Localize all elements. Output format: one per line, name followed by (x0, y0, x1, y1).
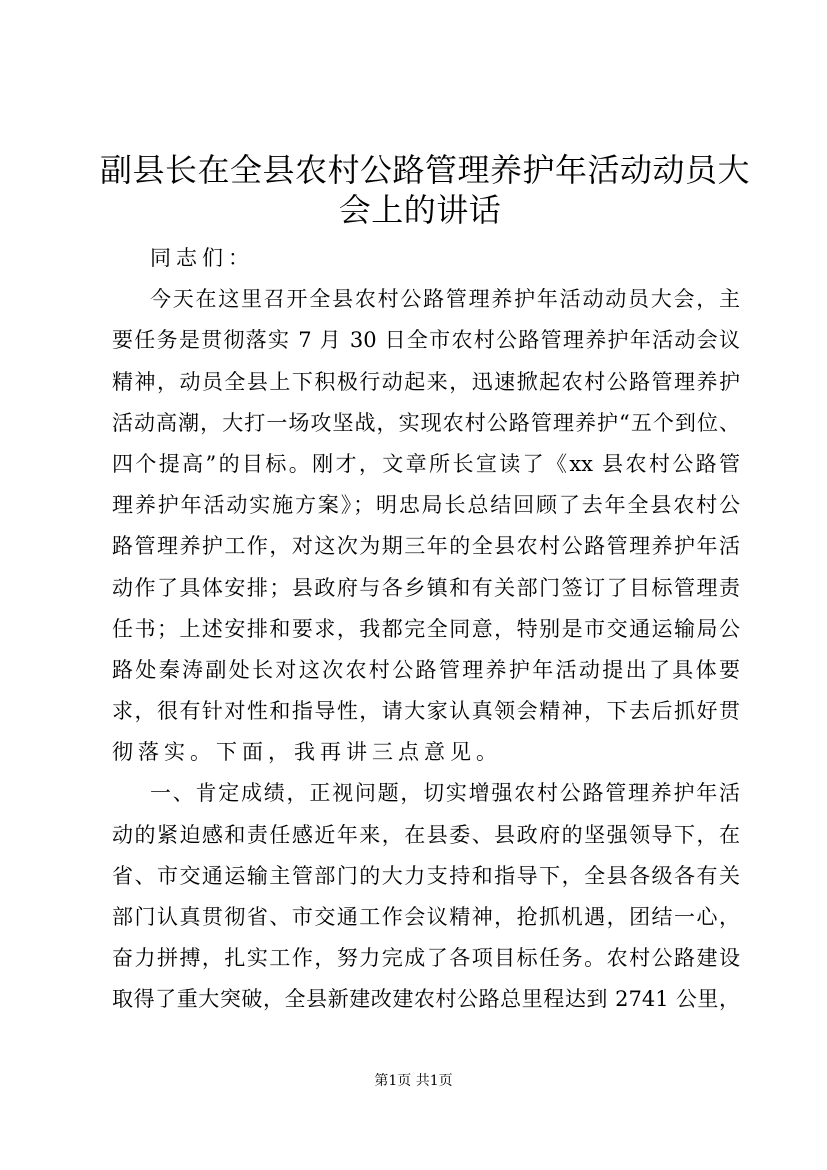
text-line: 部门认真贯彻省、市交通工作会议精神，抢抓机遇，团结一心， (112, 905, 740, 929)
document-title (100, 150, 751, 230)
text-line: 理养护年活动实施方案》；明忠局长总结回顾了去年全县农村公 (112, 493, 740, 518)
text-line: 一、肯定成绩，正视问题，切实增强农村公路管理养护年活 (150, 781, 740, 806)
text-line: 任书；上述安排和要求，我都完全同意，特别是市交通运输局公 (112, 616, 740, 641)
text-line: 今天在这里召开全县农村公路管理养护年活动动员大会，主 (150, 287, 740, 312)
text-line: 求，很有针对性和指导性，请大家认真领会精神，下去后抓好贯 (112, 699, 740, 724)
text-line: 彻落实。下面，我再讲三点意见。 (112, 740, 502, 765)
text-line: 动的紧迫感和责任感近年来，在县委、县政府的坚强领导下，在 (112, 822, 740, 847)
title-line: 副县长在全县农村公路管理养护年活动动员大 (100, 151, 751, 189)
salutation: 同志们： (150, 246, 254, 270)
text-line: 省、市交通运输主管部门的大力支持和指导下，全县各级各有关 (112, 863, 740, 888)
text-line: 动作了具体安排；县政府与各乡镇和有关部门签订了目标管理责 (112, 575, 740, 600)
document-body (112, 238, 740, 1021)
text-line: 要任务是贯彻落实 7 月 30 日全市农村公路管理养护年活动会议 (112, 328, 740, 353)
text-line: 四个提高”的目标。刚才，文章所长宣读了《xx 县农村公路管 (112, 451, 740, 476)
text-line: 奋力拼搏，扎实工作，努力完成了各项目标任务。农村公路建设 (112, 946, 740, 971)
text-line: 活动高潮，大打一场攻坚战，实现农村公路管理养护“五个到位、 (112, 410, 740, 435)
title-line: 会上的讲话 (338, 191, 502, 229)
text-line: 路管理养护工作，对这次为期三年的全县农村公路管理养护年活 (112, 534, 740, 559)
text-line: 精神，动员全县上下积极行动起来，迅速掀起农村公路管理养护 (112, 369, 740, 394)
paragraph (112, 773, 740, 1020)
text-line: 取得了重大突破，全县新建改建农村公路总里程达到 2741 公里， (112, 987, 740, 1012)
page-footer: 第1页 共1页 (374, 1073, 453, 1089)
paragraph (112, 279, 740, 773)
text-line: 路处秦涛副处长对这次农村公路管理养护年活动提出了具体要 (112, 657, 740, 682)
